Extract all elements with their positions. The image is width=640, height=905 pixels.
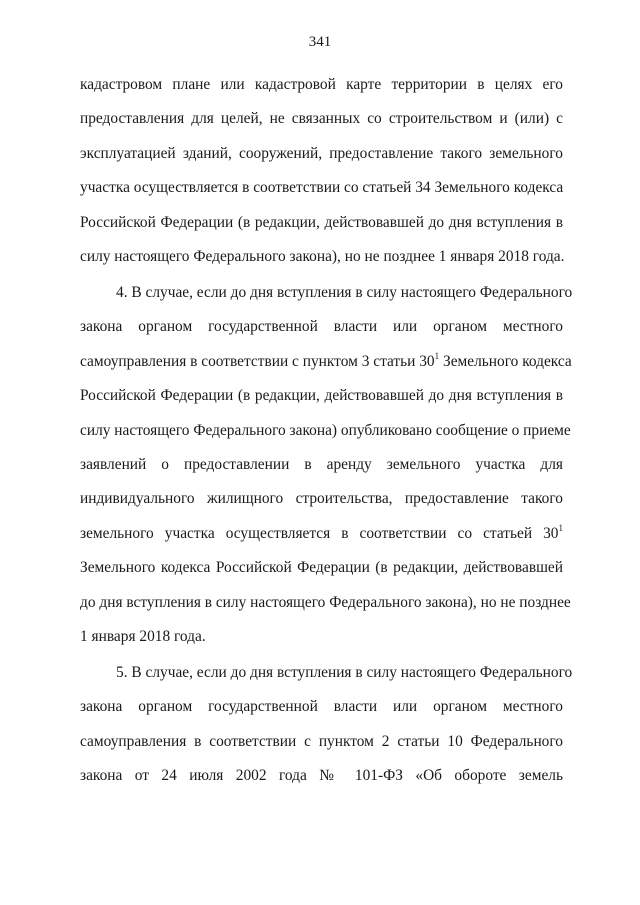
text-line: 4. В случае, если до дня вступления в силу настоящего Федерального — [116, 284, 573, 301]
text-fragment: земельного участка осуществляется в соответствии со статьей 30 — [80, 524, 559, 542]
text-line: самоуправления в соответствии с пунктом 2 статьи 10 Федерального — [80, 732, 563, 750]
superscript: 1 — [434, 350, 440, 361]
text-line: 5. В случае, если до дня вступления в силу настоящего Федерального — [116, 664, 573, 681]
text-line: Российской Федерации (в редакции, действовавшей до дня вступления в — [80, 213, 563, 231]
paragraph-continuation — [80, 68, 563, 274]
text-line-with-sup — [80, 345, 572, 379]
text-line: индивидуального жилищного строительства, предоставление такого — [80, 490, 563, 508]
paragraph-4 — [80, 276, 573, 654]
text-line: участка осуществляется в соответствии со статьей 34 Земельного кодекса — [80, 179, 564, 197]
text-line: Земельного кодекса Российской Федерации (в редакции, действовавшей — [80, 559, 563, 577]
superscript: 1 — [558, 522, 563, 533]
text-line: Российской Федерации (в редакции, действовавшей до дня вступления в — [80, 387, 563, 405]
text-line: до дня вступления в силу настоящего Федерального закона), но не позднее — [80, 593, 571, 611]
text-line: кадастровом плане или кадастровой карте территории в целях его — [80, 76, 563, 93]
text-line: предоставления для целей, не связанных со строительством и (или) с — [80, 110, 563, 128]
text-line: закона от 24 июля 2002 года № 101-ФЗ «Об обороте земель — [80, 767, 563, 785]
text-fragment: Земельного кодекса — [439, 352, 572, 370]
text-line: закона органом государственной власти или органом местного — [80, 318, 563, 336]
text-line: 1 января 2018 года. — [80, 627, 206, 645]
text-fragment: самоуправления в соответствии с пунктом 3 статьи 30 — [80, 352, 435, 370]
text-line: заявлений о предоставлении в аренду земельного участка для — [80, 455, 563, 473]
text-line: закона органом государственной власти или органом местного — [80, 698, 563, 716]
text-line: эксплуатацией зданий, сооружений, предоставление такого земельного — [80, 144, 563, 162]
text-line: силу настоящего Федерального закона), но не позднее 1 января 2018 года. — [80, 247, 565, 265]
text-line: силу настоящего Федерального закона) опубликовано сообщение о приеме — [80, 421, 571, 439]
text-line-with-sup — [80, 517, 563, 551]
page-number: 341 — [308, 34, 332, 50]
paragraph-5 — [80, 656, 573, 794]
